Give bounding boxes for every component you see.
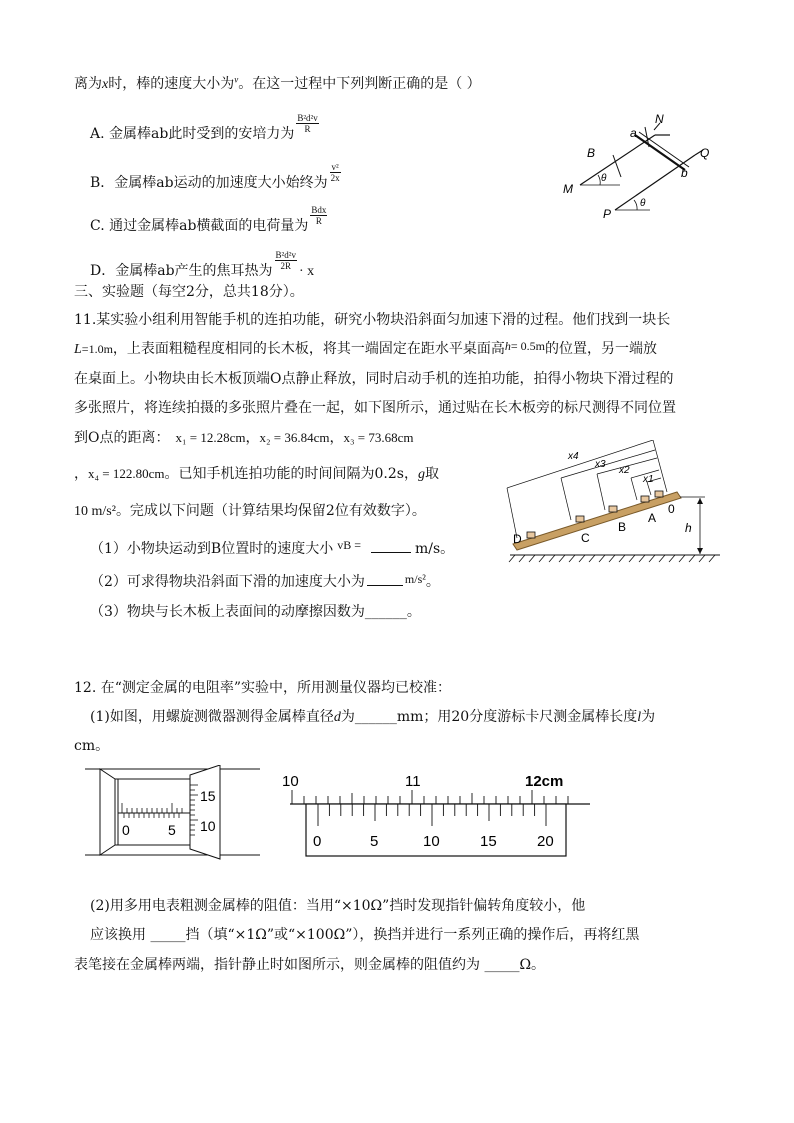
fig-label-q: Q xyxy=(700,146,710,160)
section-3-title: 三、实验题（每空2分，总共18分）。 xyxy=(74,284,304,300)
q12-line-4: (2)用多用电表粗测金属棒的阻值：当用“×10Ω”挡时发现指针偏转角度较小，他 xyxy=(90,898,586,914)
q11-sub-2: （2）可求得物块沿斜面下滑的加速度大小为 m/s²。 xyxy=(90,572,440,590)
fig-label-o: 0 xyxy=(668,502,675,516)
q11-line-3: 在桌面上。小物块由长木板顶端O点静止释放，同时启动手机的连拍功能，拍得小物块下滑过程的 xyxy=(74,371,674,387)
fig-label-c-pos: C xyxy=(581,531,590,545)
q10-rails-figure xyxy=(555,105,725,230)
q12-line-6: 表笔接在金属棒两端，指针静止时如图所示，则金属棒的阻值约为 _____Ω。 xyxy=(74,957,546,973)
fig-label-h: h xyxy=(685,521,692,535)
fig-label-d-pos: D xyxy=(513,532,522,546)
micrometer-scale-5: 5 xyxy=(168,822,176,838)
fig-label-a: a xyxy=(630,126,637,140)
q11-line-1: 11.某实验小组利用智能手机的连拍功能，研究小物块沿斜面匀加速下滑的过程。他们找到一块长 xyxy=(74,312,671,328)
micrometer-tick-15: 15 xyxy=(200,788,216,804)
q11-sub-3: （3）物块与长木板上表面间的动摩擦因数为______。 xyxy=(90,604,421,620)
micrometer-figure xyxy=(80,765,265,860)
q10-option-b: B．金属棒ab运动的加速度大小始终为 $\frac{\text{v²}}{2x}$ xyxy=(90,162,340,191)
q10-option-a: A. 金属棒ab此时受到的安培力为 $\frac{\text{B²d²v}}{R}$ xyxy=(90,113,318,142)
fig-theta-2: θ xyxy=(640,198,646,209)
fig-label-x1: x1 xyxy=(643,474,654,485)
q11-line-2: L=1.0m，上表面粗糙程度相同的长木板，将其一端固定在距水平桌面高h= 0.5m的位置，另一端放 xyxy=(74,339,658,357)
fig-label-n: N xyxy=(655,112,664,126)
caliper-main-11: 11 xyxy=(405,773,421,790)
fig-label-x4: x4 xyxy=(568,451,579,462)
q11-line-7: 10 m/s²。完成以下问题（计算结果均保留2位有效数字）。 xyxy=(74,503,426,519)
q10-option-d: D．金属棒ab产生的焦耳热为 $\frac{\text{B²d²v}}{2R}$ · x xyxy=(90,250,315,279)
caliper-vernier-20: 20 xyxy=(537,833,554,850)
fig-label-p: P xyxy=(603,207,612,221)
caliper-main-10: 10 xyxy=(282,773,299,790)
q10-option-c: C. 通过金属棒ab横截面的电荷量为 $\frac{\text{Bdx}}{R}$ xyxy=(90,205,327,234)
micrometer-scale-0: 0 xyxy=(122,822,130,838)
fig-label-b-pos: B xyxy=(618,520,627,534)
caliper-vernier-5: 5 xyxy=(370,833,379,850)
fig-label-b: b xyxy=(681,166,688,180)
fig-label-x2: x2 xyxy=(619,465,630,476)
q11-incline-figure xyxy=(505,440,730,570)
fig-label-m: M xyxy=(563,182,573,196)
micrometer-tick-10: 10 xyxy=(200,818,216,834)
fig-label-b-field: B xyxy=(587,146,596,160)
q11-line-6: ，x₄ = 122.80cm。已知手机连拍功能的时间间隔为0.2s，g取 xyxy=(74,466,439,482)
q11-line-5: 到O点的距离： x₁ = 12.28cm，x₂ = 36.84cm，x₃ = 73.68cm xyxy=(74,430,414,446)
q11-line-4: 多张照片，将连续拍摄的多张照片叠在一起，如下图所示，通过贴在长木板旁的标尺测得不同位置 xyxy=(74,400,676,416)
fig-label-a-pos: A xyxy=(648,511,657,525)
q11-sub-1: （1）小物块运动到B位置时的速度大小 vB = m/s。 xyxy=(90,538,455,557)
q12-line-1: 12. 在“测定金属的电阻率”实验中，所用测量仪器均已校准： xyxy=(74,680,452,696)
q10-stem: 离为x时，棒的速度大小为$^v$。在这一过程中下列判断正确的是（ ） xyxy=(74,74,481,92)
caliper-vernier-15: 15 xyxy=(480,833,497,850)
fig-label-x3: x3 xyxy=(595,459,606,470)
q12-line-5: 应该换用 _____挡（填“×1Ω”或“×100Ω”），换挡并进行一系列正确的操作后，再将红黑 xyxy=(90,927,640,943)
fig-theta-1: θ xyxy=(601,173,607,184)
vernier-caliper-figure xyxy=(280,768,595,860)
q12-line-3: cm。 xyxy=(74,738,110,754)
caliper-main-12cm: 12cm xyxy=(525,773,564,790)
caliper-vernier-10: 10 xyxy=(423,833,440,850)
q12-line-2: (1)如图，用螺旋测微器测得金属棒直径d为______mm；用20分度游标卡尺测金属棒长度l为 xyxy=(90,709,656,725)
caliper-vernier-0: 0 xyxy=(313,833,322,850)
